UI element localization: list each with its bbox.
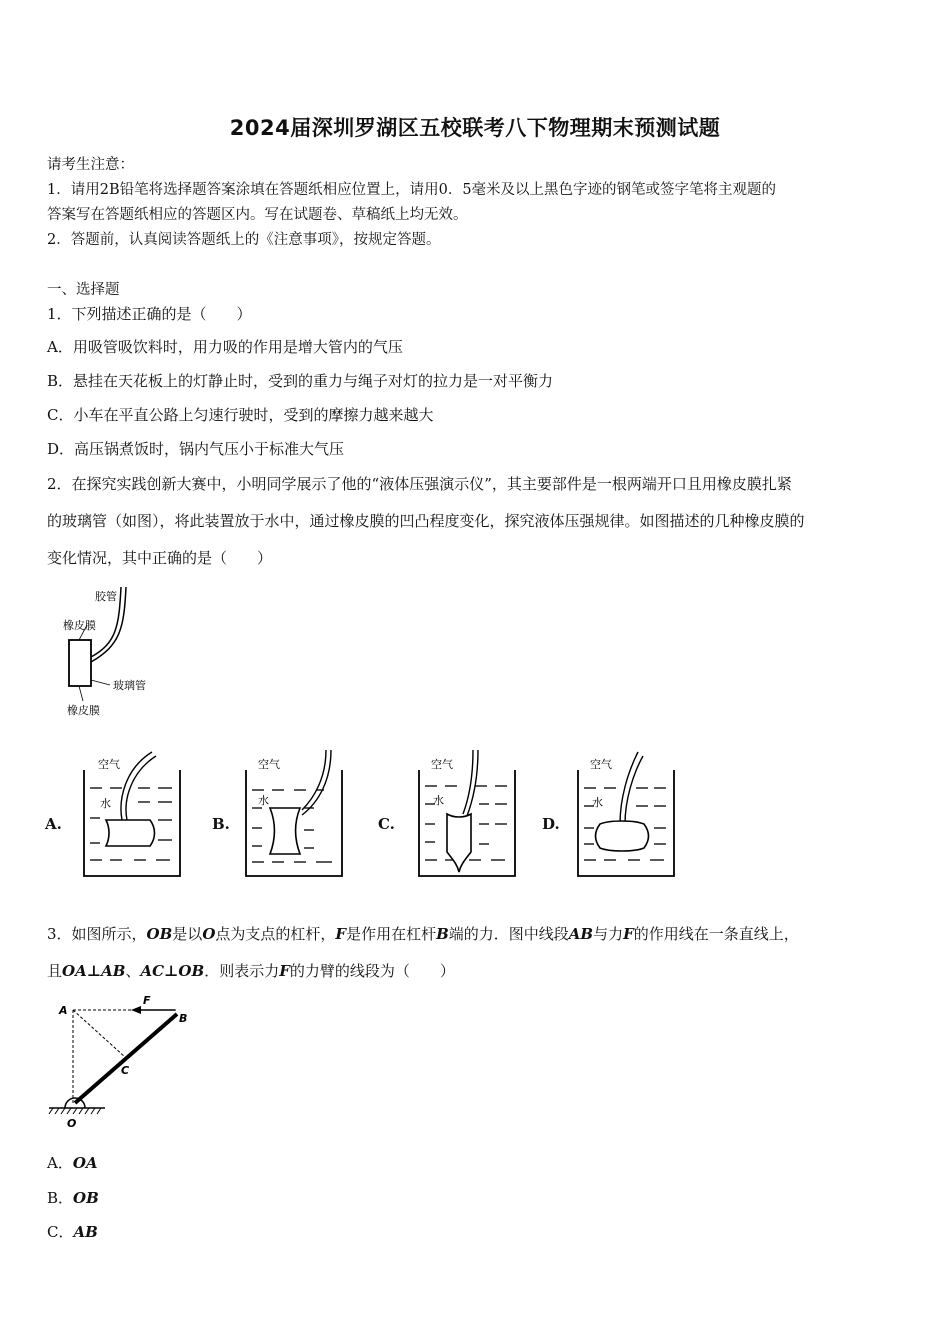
q2-stem-line-3: 变化情况，其中正确的是（ ） [47, 549, 273, 567]
section-heading: 一、选择题 [47, 282, 120, 298]
label-membrane-top: 橡皮膜 [63, 619, 96, 632]
tube-a [106, 820, 155, 846]
q3-lever-diagram [45, 990, 205, 1135]
q2-stem-line-1: 2．在探究实践创新大赛中，小明同学展示了他的“液体压强演示仪”，其主要部件是一根两端开口且用橡皮膜扎紧 [47, 475, 792, 493]
q3-option-a: A．OA [47, 1154, 98, 1172]
q3-stem-line-1: 3．如图所示，OB是以O点为支点的杠杆，F是作用在杠杆B端的力．图中线段AB与力F的作用线在一条直线上， [47, 925, 799, 943]
q3-stem-line-2: 且OA⊥AB、AC⊥OB．则表示力F的力臂的线段为（ ） [47, 962, 455, 980]
q1-option-b: B．悬挂在天花板上的灯静止时，受到的重力与绳子对灯的拉力是一对平衡力 [47, 372, 554, 390]
beaker-c-water: 水 [433, 794, 444, 807]
beaker-b [244, 748, 344, 878]
q1-option-a: A．用吸管吸饮料时，用力吸的作用是增大管内的气压 [47, 338, 403, 356]
segment-ob [75, 1014, 177, 1103]
notice-line-1: 1．请用2B铅笔将选择题答案涂填在答题纸相应位置上，请用0．5毫米及以上黑色字迹的钢笔或签字笔将主观题的 [47, 182, 777, 198]
notice-line-2: 答案写在答题纸相应的答题区内。写在试题卷、草稿纸上均无效。 [47, 207, 468, 223]
beaker-b-air: 空气 [258, 758, 280, 771]
beaker-d-air: 空气 [590, 758, 612, 771]
beaker-a-air: 空气 [98, 758, 120, 771]
tube-d [596, 821, 649, 851]
q1-option-c: C．小车在平直公路上匀速行驶时，受到的摩擦力越来越大 [47, 406, 434, 424]
beaker-c-air: 空气 [431, 758, 453, 771]
q3-option-b: B．OB [47, 1189, 99, 1207]
beaker-a [82, 748, 182, 878]
page-title: 2024届深圳罗湖区五校联考八下物理期末预测试题 [229, 116, 721, 140]
q2-option-d-label: D. [542, 815, 560, 833]
notice-heading: 请考生注意： [47, 157, 134, 173]
beaker-c [417, 748, 517, 878]
q1-option-d: D．高压锅煮饭时，锅内气压小于标准大气压 [47, 440, 345, 458]
fig-label-b: B [179, 1012, 188, 1025]
beaker-a-water: 水 [100, 797, 111, 810]
glass-tube [69, 640, 91, 686]
q2-device-diagram [55, 585, 165, 720]
q2-option-a-label: A. [45, 815, 62, 833]
fig-label-c: C [121, 1064, 130, 1077]
q2-option-c-label: C. [378, 815, 395, 833]
segment-ac [73, 1010, 125, 1057]
q2-option-b-label: B. [212, 815, 230, 833]
fig-label-a: A [59, 1004, 68, 1017]
beaker-b-water: 水 [258, 794, 269, 807]
beaker-d [576, 748, 676, 878]
label-glass-tube: 玻璃管 [113, 679, 146, 692]
label-membrane-bottom: 橡皮膜 [67, 704, 100, 717]
tube-c [447, 814, 471, 872]
notice-line-3: 2．答题前，认真阅读答题纸上的《注意事项》，按规定答题。 [47, 232, 441, 248]
q2-stem-line-2: 的玻璃管（如图），将此装置放于水中，通过橡皮膜的凹凸程度变化，探究液体压强规律。如图描述的几种橡皮膜的 [47, 512, 805, 530]
beaker-d-water: 水 [592, 796, 603, 809]
tube-b [270, 808, 300, 854]
label-hose: 胶管 [95, 590, 117, 603]
fig-label-o: O [67, 1117, 77, 1130]
q3-option-c: C．AB [47, 1223, 98, 1241]
fig-label-f: F [143, 994, 151, 1007]
q1-stem: 1．下列描述正确的是（ ） [47, 305, 252, 323]
